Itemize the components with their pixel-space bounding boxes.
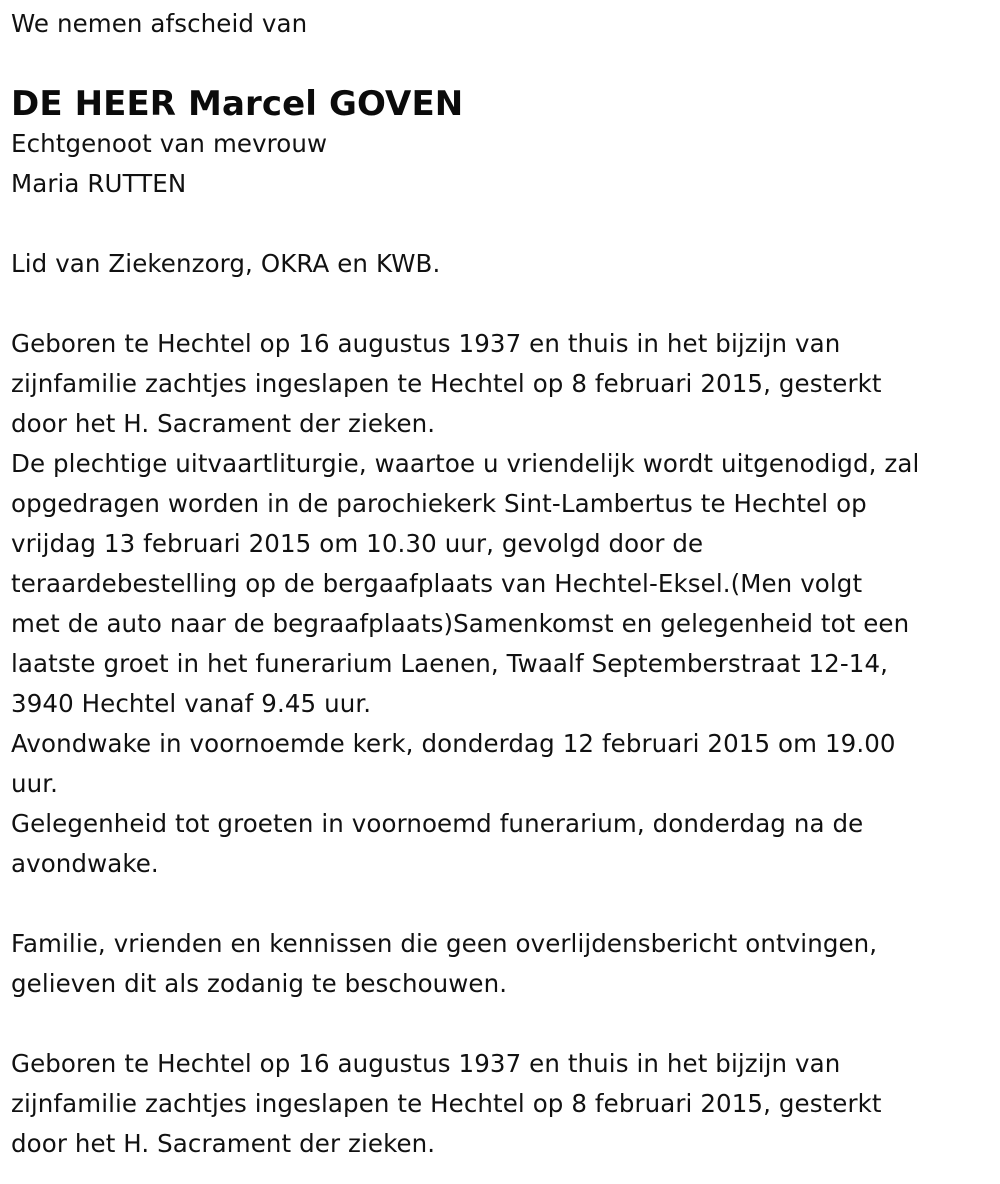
text-line: Geboren te Hechtel op 16 augustus 1937 en thuis in het bijzijn van bbox=[11, 1049, 841, 1078]
text-line: Avondwake in voornoemde kerk, donderdag 12 februari 2015 om 19.00 bbox=[11, 729, 896, 758]
text-line: De plechtige uitvaartliturgie, waartoe u vriendelijk wordt uitgenodigd, zal bbox=[11, 449, 920, 478]
text-line: door het H. Sacrament der zieken. bbox=[11, 409, 436, 438]
text-line: Familie, vrienden en kennissen die geen overlijdensbericht ontvingen, bbox=[11, 929, 878, 958]
membership-text: Lid van Ziekenzorg, OKRA en KWB. bbox=[11, 249, 441, 278]
text-line: Geboren te Hechtel op 16 augustus 1937 en thuis in het bijzijn van bbox=[11, 329, 841, 358]
text-line: vrijdag 13 februari 2015 om 10.30 uur, gevolgd door de bbox=[11, 529, 704, 558]
text-line: met de auto naar de begraafplaats)Samenkomst en gelegenheid tot een bbox=[11, 609, 910, 638]
text-line: laatste groet in het funerarium Laenen, Twaalf Septemberstraat 12-14, bbox=[11, 649, 889, 678]
text-line: zijnfamilie zachtjes ingeslapen te Hechtel op 8 februari 2015, gesterkt bbox=[11, 369, 882, 398]
text-line: uur. bbox=[11, 769, 59, 798]
text-line: gelieven dit als zodanig te beschouwen. bbox=[11, 969, 508, 998]
spacer bbox=[11, 1004, 996, 1044]
family-note bbox=[11, 924, 996, 1004]
text-line: avondwake. bbox=[11, 849, 159, 878]
spacer bbox=[11, 284, 996, 324]
intro-text: We nemen afscheid van bbox=[11, 9, 308, 38]
spacer bbox=[11, 204, 996, 244]
spouse-line-1: Echtgenoot van mevrouw bbox=[11, 129, 328, 158]
main-paragraph bbox=[11, 324, 996, 884]
text-line: opgedragen worden in de parochiekerk Sint-Lambertus te Hechtel op bbox=[11, 489, 867, 518]
death-notice bbox=[11, 4, 996, 1164]
text-line: teraardebestelling op de bergaafplaats van Hechtel-Eksel.(Men volgt bbox=[11, 569, 863, 598]
spouse-line-2: Maria RUTTEN bbox=[11, 169, 187, 198]
text-line: zijnfamilie zachtjes ingeslapen te Hechtel op 8 februari 2015, gesterkt bbox=[11, 1089, 882, 1118]
spacer bbox=[11, 884, 996, 924]
text-line: door het H. Sacrament der zieken. bbox=[11, 1129, 436, 1158]
text-line: Gelegenheid tot groeten in voornoemd funerarium, donderdag na de bbox=[11, 809, 864, 838]
text-line: 3940 Hechtel vanaf 9.45 uur. bbox=[11, 689, 372, 718]
deceased-name: DE HEER Marcel GOVEN bbox=[11, 84, 464, 124]
repeat-paragraph bbox=[11, 1044, 996, 1164]
